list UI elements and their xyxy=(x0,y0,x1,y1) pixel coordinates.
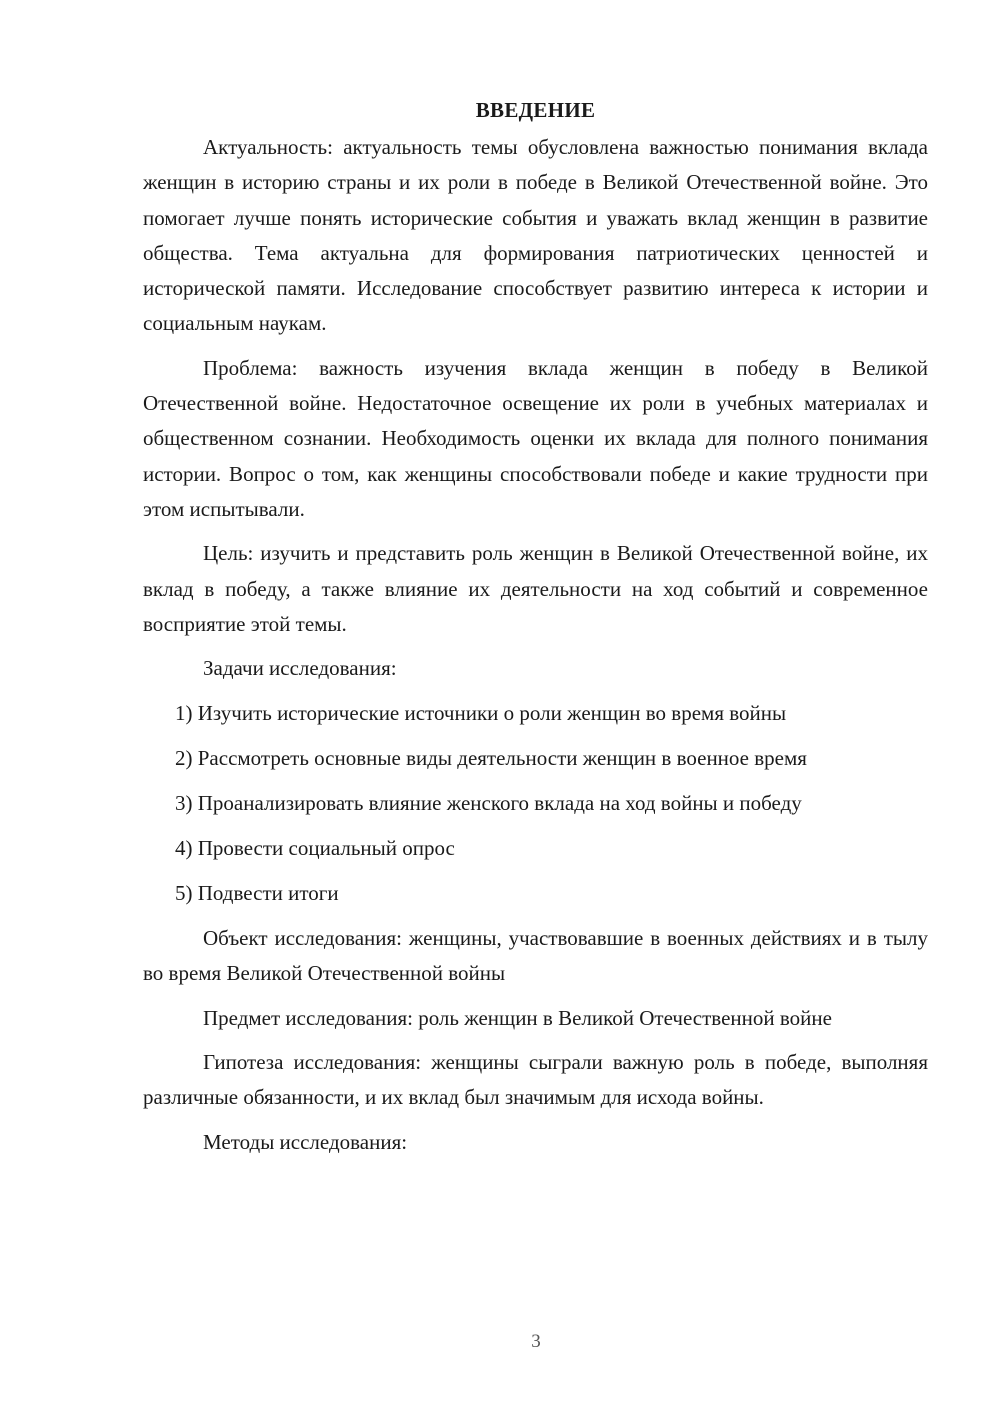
methods-paragraph: Методы исследования: xyxy=(203,1129,408,1154)
problem-paragraph: Проблема: важность изучения вклада женщин в победу в Великой Отечественной войне. Недостаточное освещение их роли в учебных материалах и общественном сознании. Необходимость оценки их вклада для полного понимания истории. Вопрос о том, как женщины способствовали победе и какие трудности при этом испытывали. xyxy=(143,355,928,521)
tasks-title: Задачи исследования: xyxy=(203,656,397,681)
task-item-2: 2) Рассмотреть основные виды деятельности женщин в военное время xyxy=(175,746,807,771)
relevance-paragraph: Актуальность: актуальность темы обусловлена важностью понимания вклада женщин в историю страны и их роли в победе в Великой Отечественной войне. Это помогает лучше понять исторические события и уважать вклад женщин в развитие общества. Тема актуальна для формирования патриотических ценностей и исторической памяти. Исследование способствует развитию интереса к истории и социальным наукам. xyxy=(143,135,928,336)
task-item-5: 5) Подвести итоги xyxy=(175,881,339,906)
task-item-1: 1) Изучить исторические источники о роли женщин во время войны xyxy=(175,701,787,726)
object-paragraph: Объект исследования: женщины, участвовавшие в военных действиях и в тылу во время Великой Отечественной войны xyxy=(143,926,928,986)
task-item-4: 4) Провести социальный опрос xyxy=(175,836,455,861)
hypothesis-paragraph: Гипотеза исследования: женщины сыграли важную роль в победе, выполняя различные обязанности, и их вклад был значимым для исхода войны. xyxy=(143,1050,928,1110)
document-page xyxy=(143,92,928,1169)
tasks-list xyxy=(143,696,928,911)
page-heading: ВВЕДЕНИЕ xyxy=(475,98,596,122)
subject-paragraph: Предмет исследования: роль женщин в Великой Отечественной войне xyxy=(203,1005,832,1030)
task-item-3: 3) Проанализировать влияние женского вклада на ход войны и победу xyxy=(175,791,802,816)
goal-paragraph: Цель: изучить и представить роль женщин в Великой Отечественной войне, их вклад в победу, а также влияние их деятельности на ход событий и современное восприятие этой темы. xyxy=(143,541,928,636)
page-number: 3 xyxy=(531,1331,541,1352)
